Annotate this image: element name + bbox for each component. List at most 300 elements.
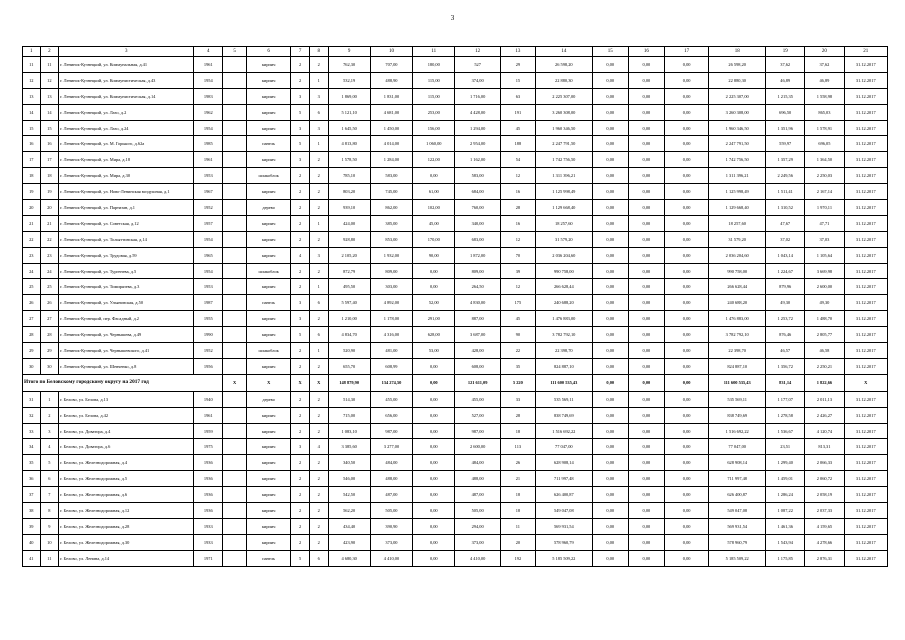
table-cell: 2 249,56: [766, 168, 805, 184]
table-cell: 809,00: [370, 263, 412, 279]
table-cell: 428,00: [455, 343, 500, 359]
table-cell: 1 087,22: [766, 503, 805, 519]
table-cell: 5 121,10: [328, 104, 370, 120]
table-cell: 31.12.2017: [844, 168, 887, 184]
table-cell: 36: [23, 471, 41, 487]
table-cell: 0,00: [628, 279, 664, 295]
table-cell: 1 178,00: [370, 311, 412, 327]
table-cell: 2: [291, 343, 310, 359]
table-cell: 1 060,00: [413, 136, 455, 152]
table-cell: 928,80: [328, 231, 370, 247]
table-cell: 0,00: [664, 374, 708, 391]
table-cell: 879,96: [766, 279, 805, 295]
table-cell: 9: [328, 47, 370, 57]
table-cell: г. Ленинск-Кузнецкий, пер. Фасадный, д.2: [59, 311, 194, 327]
table-row: [23, 136, 888, 152]
table-cell: г. Ленинск-Кузнецкий, ул. Коммунистическая, д.43: [59, 72, 194, 88]
table-cell: 52,00: [413, 295, 455, 311]
table-cell: 1 822,66: [805, 374, 844, 391]
table-cell: 487,00: [455, 487, 500, 503]
table-cell: 546,00: [328, 471, 370, 487]
table-cell: 0,00: [592, 200, 628, 216]
table-cell: 191: [500, 104, 535, 120]
table-cell: 0,00: [592, 343, 628, 359]
table-cell: [223, 88, 247, 104]
table-cell: 1983: [194, 88, 223, 104]
table-cell: 2: [309, 407, 328, 423]
table-cell: 31.12.2017: [844, 358, 887, 374]
table-cell: 3 260 308,00: [535, 104, 592, 120]
table-cell: г. Ленинск-Кузнецкий, ул. Мира, д.18: [59, 152, 194, 168]
table-cell: 134 274,50: [370, 374, 412, 391]
table-cell: 1 125 998,49: [709, 184, 766, 200]
table-cell: 31.12.2017: [844, 518, 887, 534]
table-cell: панель: [246, 550, 290, 566]
table-cell: 18: [500, 423, 535, 439]
table-cell: 30: [23, 358, 41, 374]
table-cell: 5: [291, 327, 310, 343]
table-cell: 2 036 204,60: [535, 247, 592, 263]
table-row: [23, 120, 888, 136]
table-row: [23, 295, 888, 311]
table-cell: 1961: [194, 152, 223, 168]
table-cell: 0,00: [664, 184, 708, 200]
table-cell: 3: [59, 47, 194, 57]
table-cell: 569 931,54: [709, 518, 766, 534]
table-cell: кирпич: [246, 439, 290, 455]
table-cell: [223, 423, 247, 439]
table-cell: 0,00: [413, 423, 455, 439]
table-cell: 1940: [194, 391, 223, 407]
table-cell: 1 459,01: [766, 471, 805, 487]
table-cell: 20: [805, 47, 844, 57]
table-cell: 28: [40, 327, 59, 343]
table-cell: 0,00: [413, 550, 455, 566]
table-cell: 0,00: [628, 550, 664, 566]
table-cell: 31.12.2017: [844, 263, 887, 279]
table-cell: кирпич: [246, 57, 290, 73]
table-cell: 22 398,70: [709, 343, 766, 359]
table-cell: 0,00: [592, 327, 628, 343]
table-cell: 5: [291, 136, 310, 152]
table-cell: 266 628,44: [709, 279, 766, 295]
table-cell: 18: [500, 487, 535, 503]
table-cell: 578 960,79: [709, 534, 766, 550]
table-cell: 266 628,44: [535, 279, 592, 295]
table-cell: кирпич: [246, 104, 290, 120]
table-cell: 26 598,20: [535, 57, 592, 73]
table-row: [23, 168, 888, 184]
table-cell: 29: [23, 343, 41, 359]
table-cell: [223, 327, 247, 343]
table-cell: 12: [500, 168, 535, 184]
table-cell: 0,00: [628, 120, 664, 136]
table-row: [23, 57, 888, 73]
table-cell: 14: [535, 47, 592, 57]
table-cell: 2: [291, 455, 310, 471]
table-cell: 4 014,00: [370, 136, 412, 152]
table-cell: 1 831,00: [370, 88, 412, 104]
table-cell: г. Ленинск-Кузнецкий, ул. Лазо, д.2: [59, 104, 194, 120]
table-cell: 2 600,00: [455, 439, 500, 455]
table-cell: г. Ленинск-Кузнецкий, ул. Шевченко, д.8: [59, 358, 194, 374]
table-cell: 0,00: [664, 407, 708, 423]
table-cell: 0,00: [628, 215, 664, 231]
table-cell: 2: [309, 503, 328, 519]
table-cell: 1 311 396,21: [709, 168, 766, 184]
table-cell: 1 578,50: [328, 152, 370, 168]
table-cell: 0,00: [664, 295, 708, 311]
table-cell: 532,19: [328, 72, 370, 88]
table-cell: 35: [500, 358, 535, 374]
table-cell: 31.12.2017: [844, 152, 887, 168]
table-cell: 29: [500, 57, 535, 73]
table-cell: 3: [291, 152, 310, 168]
table-cell: г. Белово, ул. Железнодорожная, д.4: [59, 455, 194, 471]
table-cell: 18: [40, 168, 59, 184]
table-cell: [223, 136, 247, 152]
table-cell: 2: [309, 534, 328, 550]
table-cell: 37,03: [805, 231, 844, 247]
table-cell: 484,00: [455, 455, 500, 471]
table-cell: 0,00: [592, 471, 628, 487]
table-cell: 45,00: [413, 215, 455, 231]
table-cell: 1 129 668,40: [709, 200, 766, 216]
table-cell: дерево: [246, 200, 290, 216]
table-cell: г. Ленинск-Кузнецкий, ул. Чернышевского, д.41: [59, 343, 194, 359]
table-cell: шлакоблок: [246, 168, 290, 184]
table-cell: 762,30: [328, 57, 370, 73]
table-cell: 21: [500, 471, 535, 487]
table-cell: 455,00: [455, 391, 500, 407]
table-cell: 3 687,00: [455, 327, 500, 343]
table-cell: кирпич: [246, 407, 290, 423]
table-cell: 987,00: [455, 423, 500, 439]
table-cell: 5: [223, 47, 247, 57]
table-cell: 31.12.2017: [844, 215, 887, 231]
table-cell: 25: [40, 279, 59, 295]
table-cell: 22 398,70: [535, 343, 592, 359]
table-cell: 0,00: [664, 503, 708, 519]
table-cell: 1 310,52: [766, 200, 805, 216]
table-cell: 0,00: [413, 534, 455, 550]
table-cell: 876,46: [766, 327, 805, 343]
table-cell: [223, 200, 247, 216]
table-cell: г. Ленинск-Кузнецкий, ул. М. Горького, д.62а: [59, 136, 194, 152]
table-cell: 2: [309, 184, 328, 200]
table-cell: 3: [291, 311, 310, 327]
table-cell: 46,57: [766, 343, 805, 359]
table-cell: 939,10: [328, 200, 370, 216]
table-cell: 696,05: [805, 136, 844, 152]
table-cell: 11: [500, 518, 535, 534]
housing-register-table: [22, 46, 888, 567]
table-cell: 0,00: [664, 550, 708, 566]
table-cell: 31.12.2017: [844, 231, 887, 247]
table-cell: 0,00: [592, 311, 628, 327]
table-cell: 30: [40, 358, 59, 374]
table-cell: 0,00: [413, 487, 455, 503]
table-cell: 3: [291, 295, 310, 311]
table-cell: 3: [309, 120, 328, 136]
table-cell: 22 880,30: [535, 72, 592, 88]
table-cell: 1936: [194, 503, 223, 519]
table-cell: 31.12.2017: [844, 439, 887, 455]
table-row: [23, 152, 888, 168]
table-cell: 10: [370, 47, 412, 57]
table-cell: 1 286,24: [766, 487, 805, 503]
table-cell: панель: [246, 295, 290, 311]
table-cell: г. Ленинск-Кузнецкий, ул. Ульяновская, д.50: [59, 295, 194, 311]
table-cell: 1: [309, 72, 328, 88]
table-cell: 505,00: [370, 503, 412, 519]
table-cell: 0,00: [628, 72, 664, 88]
table-cell: 13: [500, 47, 535, 57]
table-cell: 7: [40, 487, 59, 503]
table-cell: 0,00: [592, 152, 628, 168]
table-cell: 1933: [194, 518, 223, 534]
table-cell: 1: [309, 343, 328, 359]
table-cell: 0,00: [664, 263, 708, 279]
table-row: [23, 423, 888, 439]
table-cell: 0,00: [664, 471, 708, 487]
table-cell: 31.12.2017: [844, 184, 887, 200]
table-cell: 0,00: [664, 455, 708, 471]
table-cell: 487,00: [370, 487, 412, 503]
table-cell: 16: [500, 215, 535, 231]
table-cell: 0,00: [628, 518, 664, 534]
table-cell: 31.12.2017: [844, 471, 887, 487]
table-cell: 0,00: [592, 391, 628, 407]
table-cell: 27: [40, 311, 59, 327]
table-cell: 0,00: [413, 391, 455, 407]
table-cell: 0,00: [628, 247, 664, 263]
table-row: [23, 343, 888, 359]
table-cell: 31.12.2017: [844, 407, 887, 423]
table-cell: 711 997,48: [535, 471, 592, 487]
table-cell: 2: [291, 358, 310, 374]
table-cell: 20: [500, 534, 535, 550]
table-cell: 2 600,00: [805, 279, 844, 295]
table-cell: 4 681,00: [370, 104, 412, 120]
table-cell: 294,00: [455, 518, 500, 534]
table-cell: 1 742 756,50: [535, 152, 592, 168]
table-cell: 0,00: [628, 200, 664, 216]
table-cell: X: [223, 374, 247, 391]
table-cell: [223, 295, 247, 311]
table-cell: 696,50: [766, 104, 805, 120]
table-cell: 20: [23, 200, 41, 216]
table-cell: кирпич: [246, 311, 290, 327]
table-cell: 16: [628, 47, 664, 57]
table-cell: 0,00: [592, 88, 628, 104]
table-cell: г. Ленинск-Кузнецкий, ул. Тольяттинская, д.14: [59, 231, 194, 247]
table-cell: [223, 72, 247, 88]
table-cell: 1990: [194, 327, 223, 343]
table-cell: 15: [592, 47, 628, 57]
table-cell: кирпич: [246, 215, 290, 231]
table-cell: [223, 343, 247, 359]
table-cell: 608,99: [370, 358, 412, 374]
table-cell: 0,00: [413, 263, 455, 279]
table-cell: 63: [500, 88, 535, 104]
table-cell: [223, 120, 247, 136]
table-row: [23, 215, 888, 231]
table-cell: 0,00: [592, 57, 628, 73]
table-cell: 12: [500, 231, 535, 247]
table-cell: 0,00: [664, 231, 708, 247]
table-cell: 1: [309, 215, 328, 231]
table-cell: 527,00: [455, 407, 500, 423]
table-cell: 3 260 308,00: [709, 104, 766, 120]
table-cell: г. Белово, ул. Доватора, д.6: [59, 439, 194, 455]
table-cell: 549 047,08: [709, 503, 766, 519]
table-cell: 23: [40, 247, 59, 263]
table-cell: 0,00: [664, 279, 708, 295]
table-cell: 253,00: [413, 104, 455, 120]
table-row: [23, 439, 888, 455]
table-cell: 1: [309, 136, 328, 152]
table-cell: 26: [23, 295, 41, 311]
table-cell: 0,00: [664, 136, 708, 152]
table-cell: 2 225 307,00: [709, 88, 766, 104]
table-cell: 16: [23, 136, 41, 152]
table-cell: 28: [500, 407, 535, 423]
table-cell: 4: [309, 439, 328, 455]
table-cell: 54: [500, 152, 535, 168]
table-cell: 785,10: [328, 168, 370, 184]
table-cell: 684,00: [455, 184, 500, 200]
table-cell: кирпич: [246, 358, 290, 374]
table-cell: X: [291, 374, 310, 391]
table-cell: 23: [23, 247, 41, 263]
table-cell: 824 887,10: [709, 358, 766, 374]
table-cell: г. Ленинск-Кузнецкий, ул. Трудовая, д.59: [59, 247, 194, 263]
table-cell: 760,00: [455, 200, 500, 216]
table-cell: 520,90: [328, 343, 370, 359]
table-cell: 2: [309, 152, 328, 168]
table-cell: 0,00: [592, 120, 628, 136]
table-cell: 46,58: [805, 343, 844, 359]
table-cell: 542,50: [328, 487, 370, 503]
table-cell: 61,00: [413, 184, 455, 200]
table-cell: 31.12.2017: [844, 57, 887, 73]
table-cell: 862,00: [370, 200, 412, 216]
table-cell: 1957: [194, 215, 223, 231]
table-cell: г. Ленинск-Кузнецкий, ул. Партизан, д.1: [59, 200, 194, 216]
table-cell: 2: [291, 471, 310, 487]
table-cell: 715,00: [328, 407, 370, 423]
table-cell: 0,00: [592, 72, 628, 88]
table-cell: 49,30: [805, 295, 844, 311]
table-cell: 824 887,10: [535, 358, 592, 374]
table-cell: 562,20: [328, 503, 370, 519]
table-cell: X: [246, 374, 290, 391]
table-cell: 0,00: [592, 263, 628, 279]
table-cell: 0,00: [592, 534, 628, 550]
table-cell: 240 688,20: [709, 295, 766, 311]
table-cell: 1 129 668,40: [535, 200, 592, 216]
table-cell: 1954: [194, 120, 223, 136]
table-cell: 2: [291, 57, 310, 73]
table-cell: 15: [500, 72, 535, 88]
table-cell: [223, 407, 247, 423]
table-cell: 22: [23, 231, 41, 247]
table-cell: [223, 247, 247, 263]
table-row: [23, 503, 888, 519]
table-cell: 1952: [194, 200, 223, 216]
table-cell: 656,00: [370, 407, 412, 423]
table-cell: 2 225 307,00: [535, 88, 592, 104]
table-cell: 0,00: [664, 439, 708, 455]
table-cell: 838 749,69: [535, 407, 592, 423]
table-cell: 2: [291, 534, 310, 550]
table-cell: 1 215,35: [766, 88, 805, 104]
table-cell: 1 450,00: [370, 120, 412, 136]
table-cell: 0,00: [628, 534, 664, 550]
table-cell: 3 277,00: [370, 439, 412, 455]
table-cell: г. Ленинск-Кузнецкий, ул. Коммунальная, д.41: [59, 57, 194, 73]
table-cell: 1 043,14: [766, 247, 805, 263]
table-cell: 3: [309, 88, 328, 104]
table-cell: 1 177,07: [766, 391, 805, 407]
table-cell: [223, 439, 247, 455]
table-cell: 31.12.2017: [844, 200, 887, 216]
table-cell: 115,00: [413, 88, 455, 104]
table-cell: 0,00: [413, 455, 455, 471]
table-cell: 0,00: [664, 168, 708, 184]
table-cell: 111 600 535,43: [535, 374, 592, 391]
table-cell: 38: [23, 503, 41, 519]
table-cell: 156,00: [413, 120, 455, 136]
table-cell: 148 879,90: [328, 374, 370, 391]
table-cell: 0,00: [664, 391, 708, 407]
table-cell: кирпич: [246, 152, 290, 168]
table-cell: 0,00: [592, 136, 628, 152]
table-cell: 838 749,69: [709, 407, 766, 423]
table-cell: 1 356,72: [766, 358, 805, 374]
table-cell: 0,00: [592, 550, 628, 566]
table-cell: 0,00: [664, 104, 708, 120]
table-cell: 583,00: [370, 168, 412, 184]
table-cell: 17: [40, 152, 59, 168]
table-cell: 33: [500, 391, 535, 407]
table-cell: 111 600 535,43: [709, 374, 766, 391]
table-cell: 2: [291, 200, 310, 216]
table-cell: 6: [246, 47, 290, 57]
table-cell: 1959: [194, 423, 223, 439]
table-cell: 813,31: [805, 439, 844, 455]
table-cell: 831,14: [766, 374, 805, 391]
table-row: [23, 263, 888, 279]
table-row: [23, 247, 888, 263]
table-cell: 4: [291, 247, 310, 263]
table-cell: 1 105,64: [805, 247, 844, 263]
table-cell: 3: [309, 247, 328, 263]
table-cell: 583,00: [455, 168, 500, 184]
table-cell: 745,00: [370, 184, 412, 200]
table-cell: 29: [40, 343, 59, 359]
table-cell: 872,79: [328, 263, 370, 279]
table-cell: 0,00: [592, 503, 628, 519]
table-cell: [223, 215, 247, 231]
table-cell: [223, 550, 247, 566]
table-cell: 1 357,29: [766, 152, 805, 168]
table-cell: 0,00: [413, 407, 455, 423]
table-cell: 7: [291, 47, 310, 57]
table-cell: 655,70: [328, 358, 370, 374]
table-cell: 1 278,58: [766, 407, 805, 423]
